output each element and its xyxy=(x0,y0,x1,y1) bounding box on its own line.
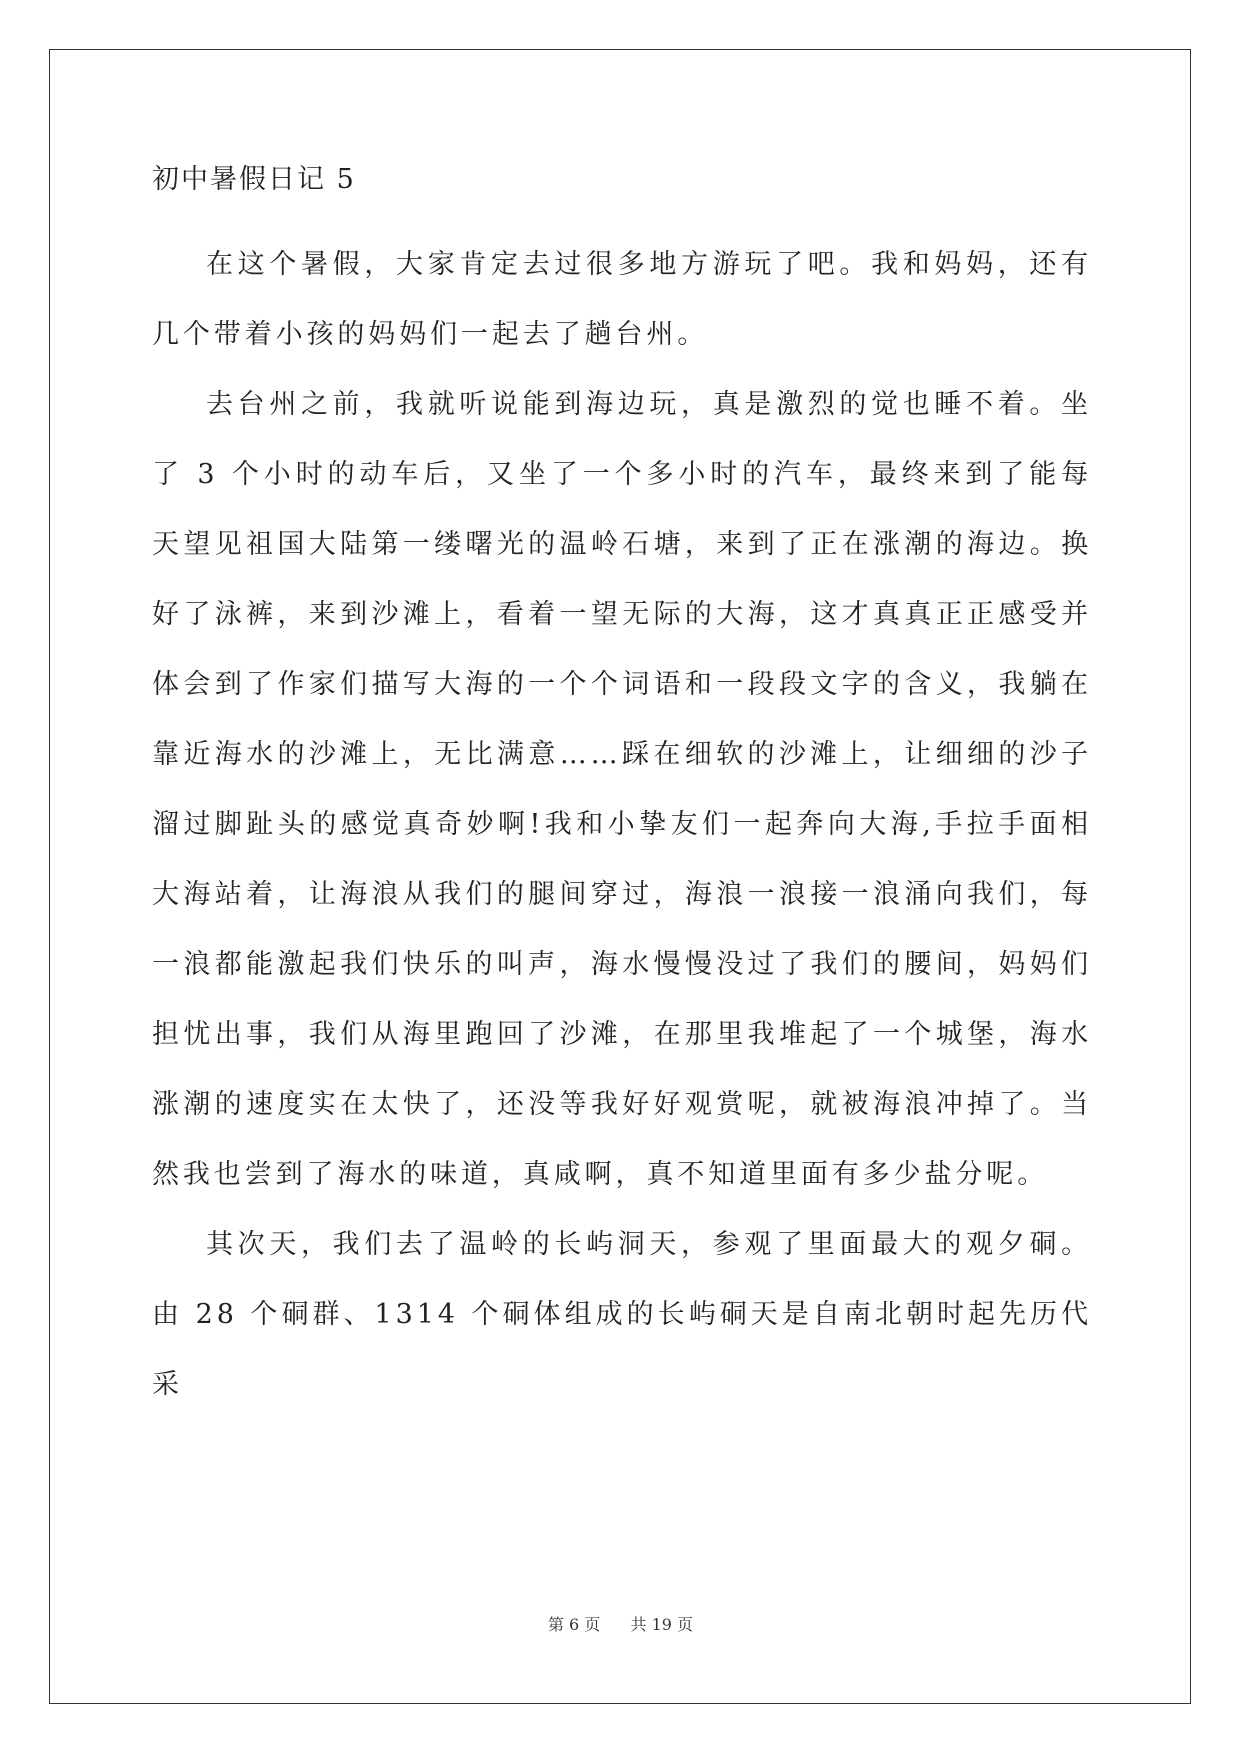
page-number-total: 共 19 页 xyxy=(630,1615,694,1634)
page-number-current: 第 6 页 xyxy=(547,1615,601,1634)
document-title: 初中暑假日记 5 xyxy=(152,164,356,195)
paragraph-3: 其次天，我们去了温岭的长屿洞天，参观了里面最大的观夕硐。由 28 个硐群、1314 个硐体组成的长屿硐天是自南北朝时起先历代采 xyxy=(152,1229,1092,1400)
paragraph-1: 在这个暑假，大家肯定去过很多地方游玩了吧。我和妈妈，还有几个带着小孩的妈妈们一起去了趟台州。 xyxy=(152,249,1092,350)
document-body xyxy=(152,160,1092,1420)
paragraph-2: 去台州之前，我就听说能到海边玩，真是激烈的觉也睡不着。坐了 3 个小时的动车后，又坐了一个多小时的汽车，最终来到了能每天望见祖国大陆第一缕曙光的温岭石塘，来到了正在涨潮的海边。换好了泳裤，来到沙滩上，看着一望无际的大海，这才真真正正感受并体会到了作家们描写大海的一个个词语和一段段文字的含义，我躺在靠近海水的沙滩上，无比满意……踩在细软的沙滩上，让细细的沙子溜过脚趾头的感觉真奇妙啊!我和小挚友们一起奔向大海,手拉手面相大海站着，让海浪从我们的腿间穿过，海浪一浪接一浪涌向我们，每一浪都能激起我们快乐的叫声，海水慢慢没过了我们的腰间，妈妈们担忧出事，我们从海里跑回了沙滩，在那里我堆起了一个城堡，海水涨潮的速度实在太快了，还没等我好好观赏呢，就被海浪冲掉了。当然我也尝到了海水的味道，真咸啊，真不知道里面有多少盐分呢。 xyxy=(152,389,1092,1190)
page-footer xyxy=(0,1614,1241,1636)
